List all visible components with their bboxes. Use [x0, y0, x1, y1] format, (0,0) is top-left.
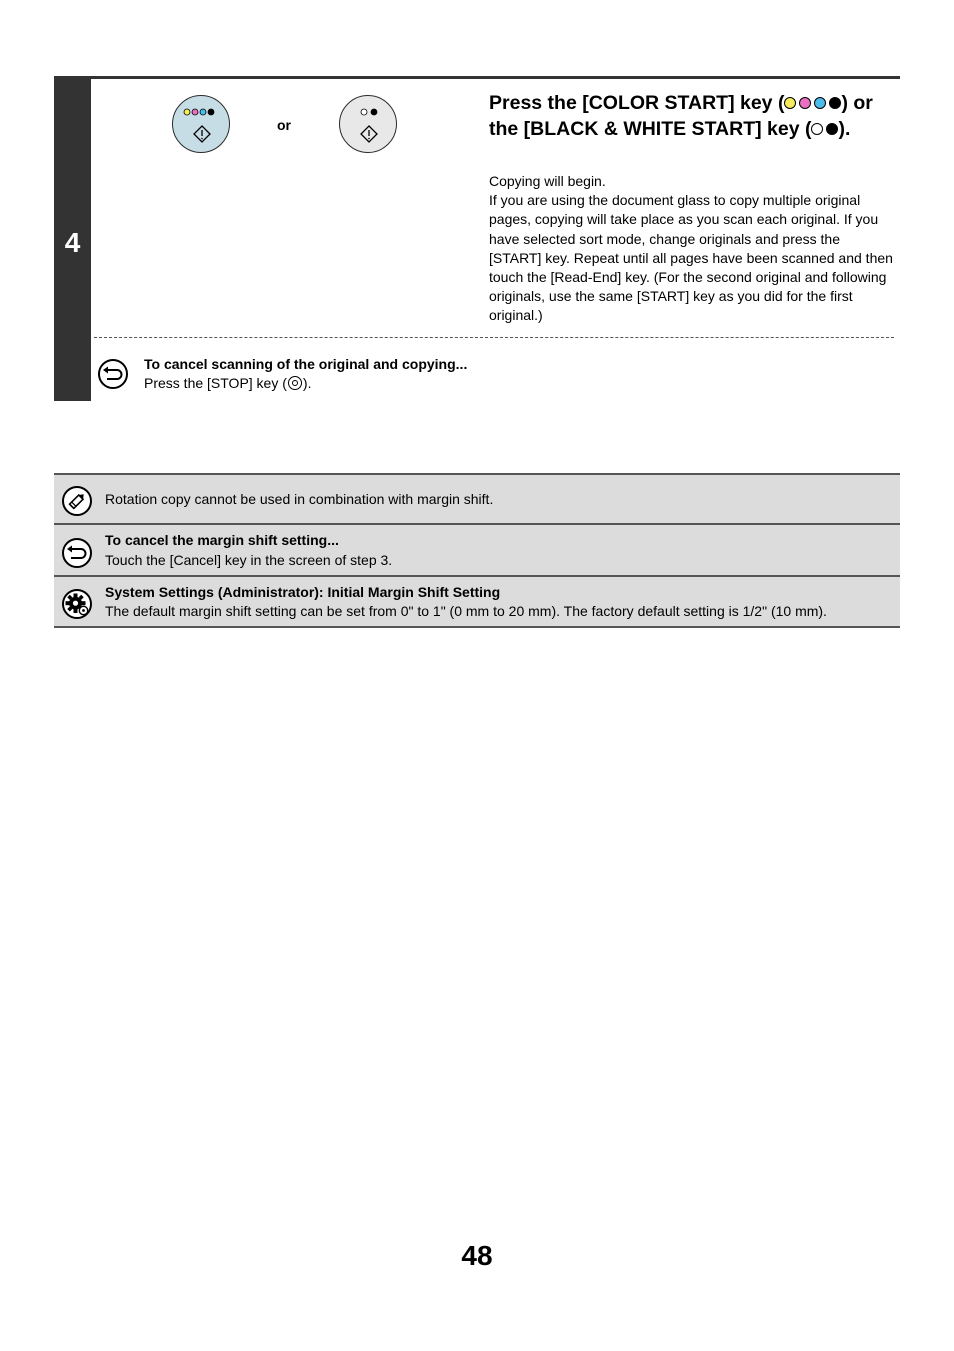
color-start-key-icon [172, 95, 230, 153]
dashed-divider [94, 337, 894, 338]
step-title-part3: ). [838, 118, 851, 140]
cancel-return-icon [97, 358, 129, 390]
cancel-scanning-title: To cancel scanning of the original and copying... [144, 356, 468, 372]
step-title [489, 90, 894, 142]
step-number: 4 [64, 227, 81, 258]
step-description-paragraph: If you are using the document glass to copy multiple original pages, copying will take place as you scan each original. If you have selected sort mode, change originals and press the [START] key. Repeat until all pages have been scanned and then touch the [Read-End] key. (For the second original and following originals, use the same [START] key as you did for the first original.) [489, 192, 893, 324]
step-description [489, 172, 894, 326]
black-dot-icon [829, 97, 841, 109]
system-settings-gear-icon [61, 588, 93, 620]
cancel-text-after: ). [302, 375, 312, 391]
step-title-part2: ) or the [BLACK & WHITE START] key ( [489, 92, 873, 140]
white-dot-icon [811, 123, 823, 135]
note-system-settings [54, 575, 900, 628]
step-4-block [54, 76, 900, 401]
cancel-margin-title: To cancel the margin shift setting... [105, 532, 339, 548]
cancel-margin-text: Touch the [Cancel] key in the screen of step 3. [105, 552, 393, 568]
black-white-start-key-icon [339, 95, 397, 153]
or-label: or [277, 117, 291, 133]
step-title-part1: Press the [COLOR START] key ( [489, 92, 785, 114]
bw-dots-icon [811, 118, 838, 140]
rotation-note-text: Rotation copy cannot be used in combination with margin shift. [105, 491, 494, 507]
system-settings-title: System Settings (Administrator): Initial Margin Shift Setting [105, 584, 501, 600]
cyan-dot-icon [814, 97, 826, 109]
cancel-scanning-text [144, 375, 311, 391]
black-dot-icon [826, 123, 838, 135]
system-settings-text: The default margin shift setting can be set from 0" to 1" (0 mm to 20 mm). The factory default setting is 1/2" (10 mm). [105, 603, 827, 619]
yellow-dot-icon [784, 97, 796, 109]
magenta-dot-icon [799, 97, 811, 109]
pencil-note-icon [61, 485, 93, 517]
step-number-bar [54, 79, 91, 401]
note-cancel-margin [54, 523, 900, 576]
note-rotation [54, 473, 900, 524]
stop-key-icon [288, 376, 302, 390]
color-dots-icon [784, 92, 841, 114]
cancel-text-before: Press the [STOP] key ( [144, 375, 287, 391]
cancel-return-icon [61, 537, 93, 569]
page-number: 48 [461, 1240, 493, 1271]
step-description-line: Copying will begin. [489, 173, 606, 189]
